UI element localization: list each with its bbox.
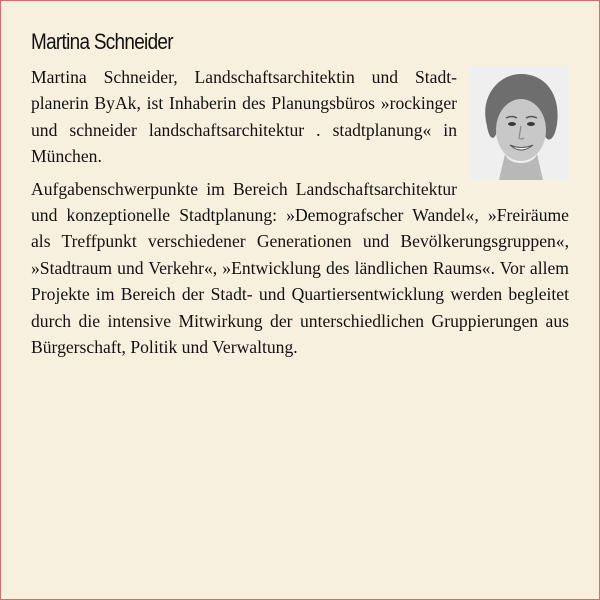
bio-paragraph-2: Aufgabenschwerpunkte im Bereich Landschaftsarchitektur und konzeptionelle Stadtplanung: »Demografscher Wandel«, »Freiräume als Treffpunkt verschiedener Generationen und Bevölkerungsgruppen«, »Stadtraum und Verkehr«, »Entwicklung des ländlichen Raums«. Vor allem Projekte im Bereich der Stadt- und Quartiersentwicklung werden begleitet durch die intensive Mitwirkung der unterschiedlichen Gruppierungen aus Bürgerschaft, Politik und Verwaltung.: [31, 178, 569, 358]
page-title: Martina Schneider: [31, 29, 173, 54]
bio-paragraph-1: Martina Schneider, Landschaftsarchitektin und Stadtplanerin ByAk, ist Inhaberin des Planungsbüros »rockinger und schneider landschaftsarchitektur . stadtplanung« in München.: [31, 67, 457, 167]
portrait-photo: [469, 66, 569, 180]
portrait-image: [469, 66, 569, 180]
bio-content: [31, 64, 569, 360]
